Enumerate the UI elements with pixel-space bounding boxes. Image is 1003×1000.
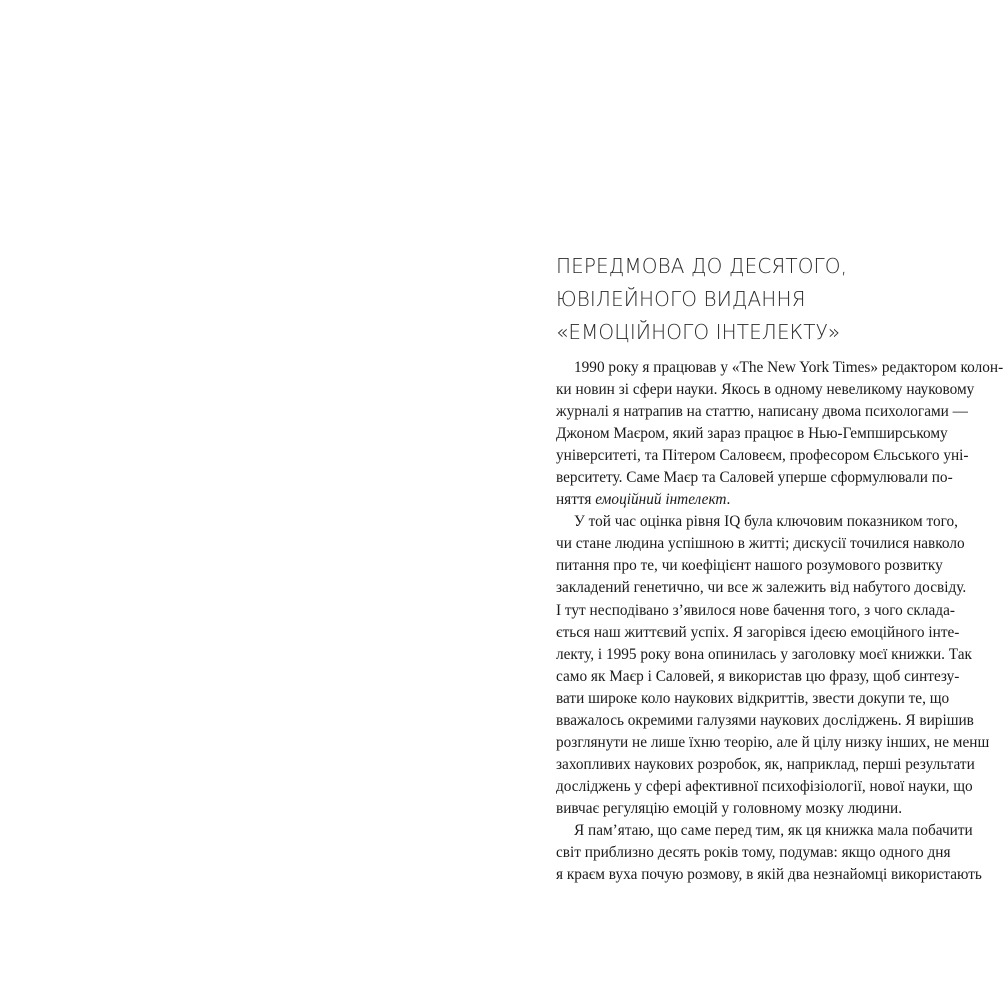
text-line: верситету. Саме Маєр та Саловей уперше сформулювали по- bbox=[556, 469, 953, 487]
text-line: журналі я натрапив на статтю, написану двома психологами — bbox=[556, 403, 968, 421]
chapter-heading bbox=[556, 250, 856, 349]
text-fragment: няття bbox=[556, 491, 596, 509]
text-line: І тут несподівано з’явилося нове бачення того, з чого склада- bbox=[556, 601, 955, 619]
heading-line: «ЕМОЦІЙНОГО ІНТЕЛЕКТУ» bbox=[556, 320, 841, 344]
text-line: світ приблизно десять років тому, подумав: якщо одного дня bbox=[556, 844, 951, 862]
heading-line: ЮВІЛЕЙНОГО ВИДАННЯ bbox=[556, 287, 806, 311]
italic-term: емоційний інтелект bbox=[595, 491, 727, 509]
text-line: досліджень у сфері афективної психофізіології, нової науки, що bbox=[556, 777, 973, 795]
text-line: само як Маєр і Саловей, я використав цю фразу, щоб синтезу- bbox=[556, 667, 960, 685]
text-line: закладений генетично, чи все ж залежить від набутого досвіду. bbox=[556, 579, 967, 597]
text-line: лекту, і 1995 року вона опинилась у заголовку моєї книжки. Так bbox=[556, 645, 972, 663]
text-line: захопливих наукових розробок, як, наприклад, перші результати bbox=[556, 755, 975, 773]
text-line: вивчає регуляцію емоцій у головному мозку людини. bbox=[556, 799, 903, 817]
text-line: ється наш життєвий успіх. Я загорівся ідеєю емоційного інте- bbox=[556, 623, 960, 641]
text-line bbox=[556, 489, 934, 511]
text-line: чи стане людина успішною в житті; дискусії точилися навколо bbox=[556, 535, 965, 553]
text-line: я краєм вуха почую розмову, в якій два незнайомці використають bbox=[556, 866, 982, 884]
text-line: питання про те, чи коефіцієнт нашого розумового розвитку bbox=[556, 557, 943, 575]
text-line: вати широке коло наукових відкриттів, звести докупи те, що bbox=[556, 689, 950, 707]
text-line: ки новин зі сфери науки. Якось в одному невеликому науковому bbox=[556, 381, 975, 399]
text-line: університеті, та Пітером Саловеєм, професором Єльського уні- bbox=[556, 447, 969, 465]
text-line: 1990 року я працював у «The New York Times» редактором колон- bbox=[574, 359, 1003, 376]
text-line: У той час оцінка рівня IQ була ключовим показником того, bbox=[574, 513, 958, 531]
body-text bbox=[556, 357, 1003, 886]
text-line: розглянути не лише їхню теорію, але й цілу низку інших, не менш bbox=[556, 733, 990, 751]
text-line: Я пам’ятаю, що саме перед тим, як ця книжка мала побачити bbox=[574, 821, 973, 839]
heading-line: ПЕРЕДМОВА ДО ДЕСЯТОГО, bbox=[556, 254, 848, 278]
text-fragment: . bbox=[726, 491, 731, 509]
text-line: вважалось окремими галузями наукових досліджень. Я вирішив bbox=[556, 711, 974, 729]
text-line: Джоном Маєром, який зараз працює в Нью-Гемпширському bbox=[556, 425, 948, 443]
